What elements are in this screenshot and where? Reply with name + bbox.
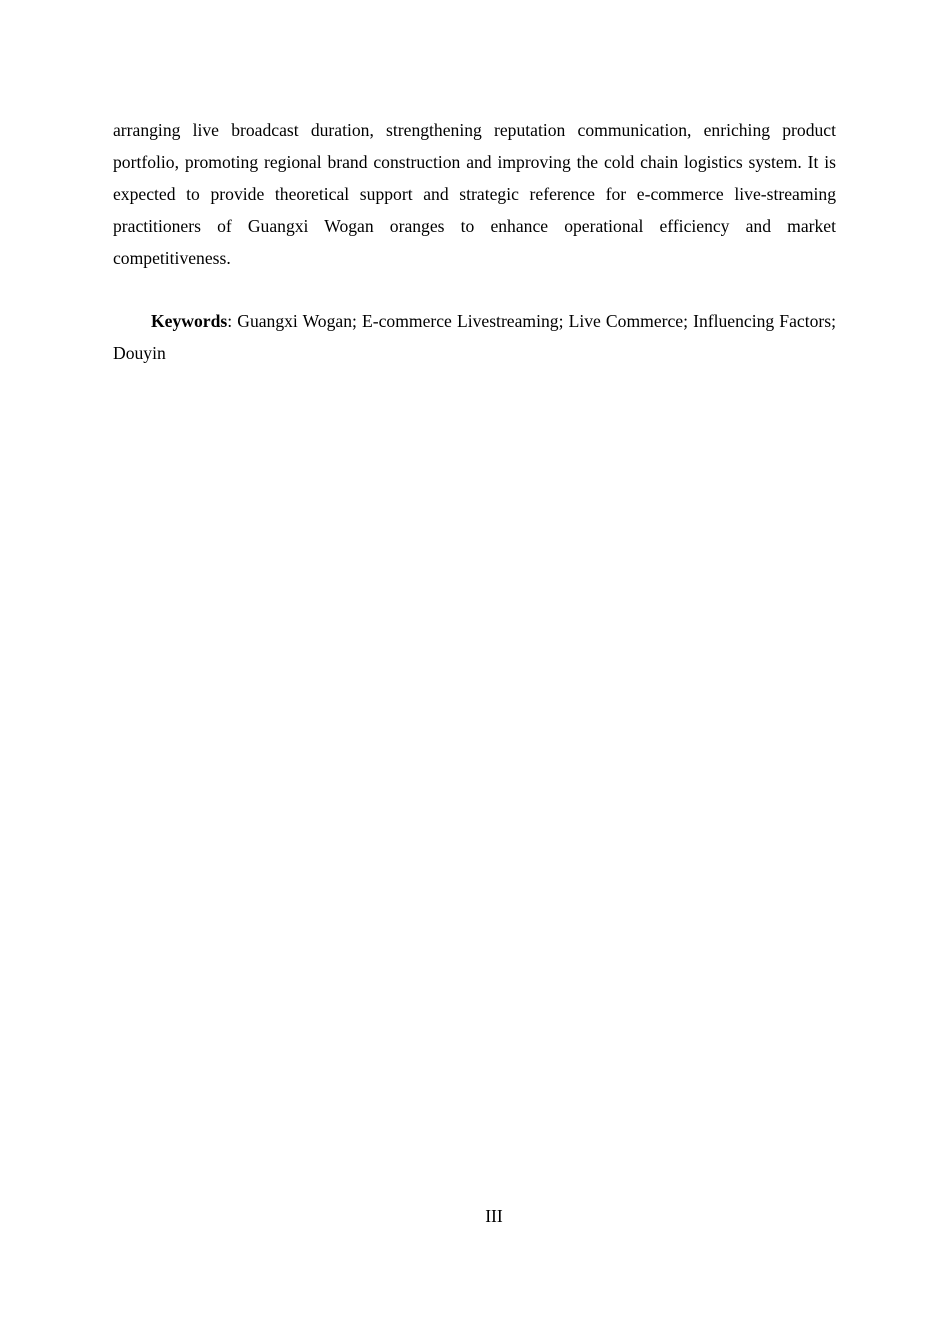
page-number: III bbox=[485, 1206, 503, 1226]
keywords-separator: : bbox=[227, 311, 238, 331]
keywords-label: Keywords bbox=[151, 311, 228, 331]
abstract-paragraph: arranging live broadcast duration, strengthening reputation communication, enriching product portfolio, promoting regional brand construction and improving the cold chain logistics system. It is expected to provide theoretical support and strategic reference for e-commerce live-streaming practitioners of Guangxi Wogan oranges to enhance operational efficiency and market competitiveness. bbox=[113, 120, 836, 268]
keywords-text: Guangxi Wogan; E-commerce Livestreaming; Live Commerce; Influencing Factors; Douyin bbox=[113, 311, 836, 363]
keywords-line bbox=[113, 305, 836, 369]
